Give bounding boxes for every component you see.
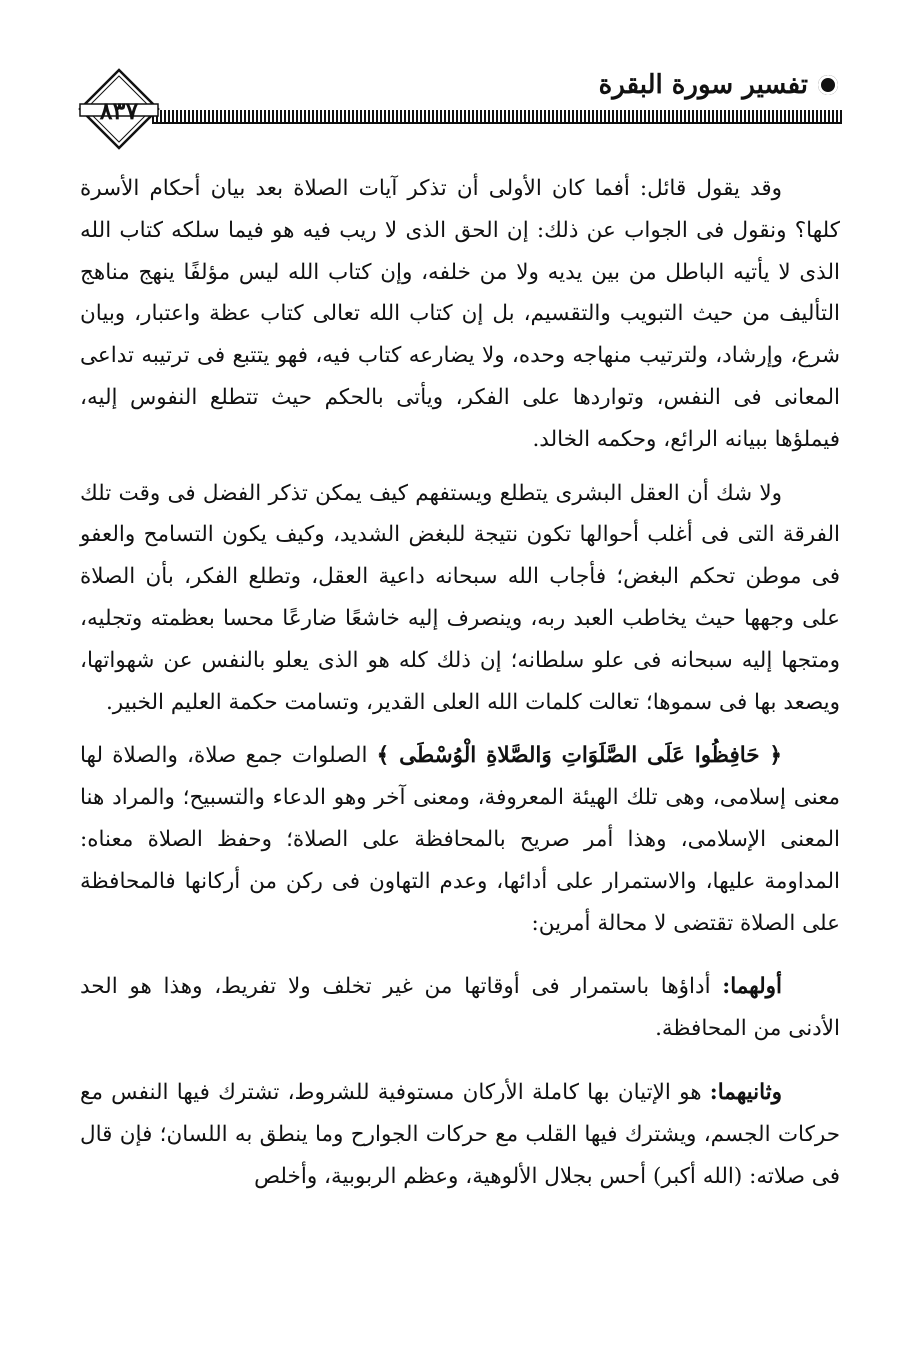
header-rule <box>152 110 842 124</box>
ornament-icon <box>818 75 838 95</box>
page-number-badge <box>78 68 160 150</box>
paragraph-2 <box>80 473 840 724</box>
paragraph-2-text: ولا شك أن العقل البشرى يتطلع ويستفهم كيف يمكن تذكر الفضل فى وقت تلك الفرقة التى فى أغلب أحوالها تكون نتيجة للبغض الشديد، وكيف يكون التسامح والعفو فى موطن تحكم البغض؛ فأجاب الله سبحانه داعية العقل، وتطلع الفكر، بأن الصلاة على وجهها حيث يخاطب العبد ربه، وينصرف إليه خاشعًا ضارعًا محسا بعظمته وتجليه، ومتجها إليه سبحانه فى علو سلطانه؛ إن ذلك كله هو الذى يعلو بالنفس عن شهواتها، ويصعد بها فى سموها؛ تعالت كلمات الله العلى القدير، وتسامت حكمة العليم الخبير. <box>80 480 840 715</box>
paragraph-3 <box>80 735 840 944</box>
paragraph-4-text: أداؤها باستمرار فى أوقاتها من غير تخلف ولا تفريط، وهذا هو الحد الأدنى من المحافظة. <box>80 974 840 1042</box>
running-title-text: تفسير سورة البقرة <box>598 70 808 100</box>
running-title <box>599 70 838 100</box>
paragraph-5-lead: وثانيهما: <box>709 1079 782 1105</box>
paragraph-1 <box>80 168 840 461</box>
paragraph-4 <box>80 966 840 1050</box>
page-number: ٨٣٧ <box>99 96 139 125</box>
paragraph-4-lead: أولهما: <box>722 974 782 1000</box>
body-text <box>80 168 840 1197</box>
paragraph-3-text: الصلوات جمع صلاة، والصلاة لها معنى إسلامى، وهى تلك الهيئة المعروفة، ومعنى آخر وهو الدعاء والتسبيح؛ والمراد هنا المعنى الإسلامى، وهذا أمر صريح بالمحافظة على الصلاة؛ وحفظ الصلاة معناه: المداومة عليها، والاستمرار على أدائها، وعدم التهاون فى ركن من أركانها فالمحافظة على الصلاة تقتضى لا محالة أمرين: <box>80 743 840 936</box>
page-header <box>78 52 842 162</box>
quran-verse: ﴿ حَافِظُوا عَلَى الصَّلَوَاتِ وَالصَّلاةِ الْوُسْطَى ﴾ <box>376 743 782 769</box>
paragraph-5 <box>80 1072 840 1197</box>
paragraph-1-text: وقد يقول قائل: أفما كان الأولى أن تذكر آيات الصلاة بعد بيان أحكام الأسرة كلها؟ ونقول فى الجواب عن ذلك: إن الحق الذى لا ريب فيه هو فيما سلكه كتاب الله الذى لا يأتيه الباطل من بين يديه ولا من خلفه، وإن كتاب الله ليس مؤلفًا ينهج مناهج التأليف من حيث التبويب والتقسيم، بل إن كتاب الله تعالى كتاب عظة واعتبار، وبيان شرع، وإرشاد، ولترتيب منهاجه وحده، ولا يضارعه كتاب فيه، فهو يتتبع فى ترتيبه تداعى المعانى فى النفس، وتواردها على الفكر، ويأتى بالحكم حيث تتطلع النفوس إليه، فيملؤها ببيانه الرائع، وحكمه الخالد. <box>80 176 840 452</box>
paragraph-5-text: هو الإتيان بها كاملة الأركان مستوفية للشروط، تشترك فيها النفس مع حركات الجسم، ويشترك فيها القلب مع حركات الجوارح وما ينطق به اللسان؛ فإن قال فى صلاته: (الله أكبر) أحس بجلال الألوهية، وعظم الربوبية، وأخلص <box>80 1079 840 1189</box>
